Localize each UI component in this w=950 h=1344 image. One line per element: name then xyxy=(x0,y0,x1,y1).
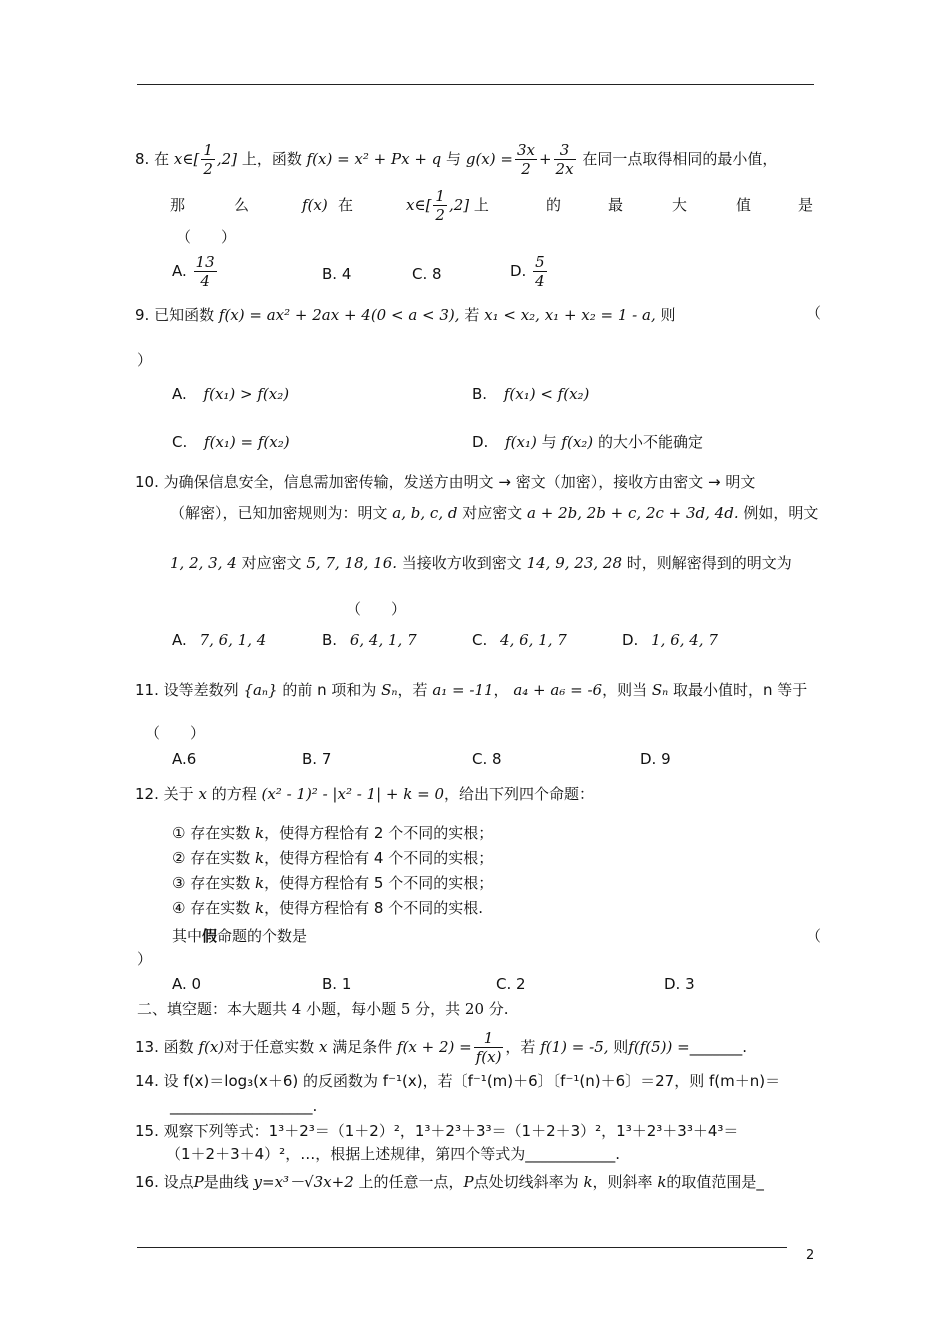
q8-option-b[interactable]: B. 4 xyxy=(322,265,352,283)
q16: 16. 设点P是曲线 y=x³－√3x+2 上的任意一点，P点处切线斜率为 k，则斜率 k的取值范围是_ xyxy=(135,1173,764,1191)
fraction: $\frac{3}{2x}$ xyxy=(555,141,574,178)
q8-paren: （ ） xyxy=(176,228,237,246)
q8-line1: 8. 在 x∈[ $\frac{1}{2}$ ,2] 上，函数 f(x) = x² + Px + q 与 g(x) = $\frac{3x}{2}$ + $\frac{3}{2x}$ 在同一点取得相同的最小值， xyxy=(135,141,778,178)
q9-stem: 9. 已知函数 f(x) = ax² + 2ax + 4(0 < a < 3), 若 x₁ < x₂, x₁ + x₂ = 1 - a, 则 xyxy=(135,306,676,324)
fraction: $\frac{1}{f(x)}$ xyxy=(475,1029,502,1066)
q11-paren: （ ） xyxy=(145,724,206,742)
q15-line2: （1＋2＋3＋4）²，…，根据上述规律，第四个等式为____________. xyxy=(166,1145,620,1163)
q12-paren-close: ） xyxy=(137,950,153,968)
fraction: $\frac{3x}{2}$ xyxy=(516,141,535,178)
q12-prop-3: ③ 存在实数 k，使得方程恰有 5 个不同的实根； xyxy=(172,874,494,892)
q8-option-a[interactable]: A. $\frac{13}{4}$ xyxy=(172,253,215,290)
footer-rule xyxy=(137,1247,787,1248)
q14-line1: 14. 设 f(x)＝log₃(x＋6) 的反函数为 f⁻¹(x)，若〔f⁻¹(m)＋6〕〔f⁻¹(n)＋6〕＝27，则 f(m＋n)＝ xyxy=(135,1072,781,1090)
q12-prop-4: ④ 存在实数 k，使得方程恰有 8 个不同的实根. xyxy=(172,899,483,917)
q14-answer-blank[interactable]: ___________________. xyxy=(170,1097,318,1115)
q12-option-b[interactable]: B. 1 xyxy=(322,975,352,993)
q12-option-d[interactable]: D. 3 xyxy=(664,975,695,993)
q9-option-d[interactable]: D. f(x₁) 与 f(x₂) 的大小不能确定 xyxy=(472,433,703,451)
q10-paren: （ ） xyxy=(346,600,407,618)
q11-option-a[interactable]: A.6 xyxy=(172,750,197,768)
q9-option-b[interactable]: B. f(x₁) < f(x₂) xyxy=(472,385,590,403)
q8-option-d[interactable]: D. $\frac{5}{4}$ xyxy=(510,253,545,290)
q12-option-c[interactable]: C. 2 xyxy=(496,975,526,993)
q8-option-c[interactable]: C. 8 xyxy=(412,265,442,283)
q9-option-a[interactable]: A. f(x₁) > f(x₂) xyxy=(172,385,290,403)
q11-option-b[interactable]: B. 7 xyxy=(302,750,332,768)
q9-option-c[interactable]: C. f(x₁) = f(x₂) xyxy=(172,433,290,451)
q10-line3: 1, 2, 3, 4 对应密文 5, 7, 18, 16. 当接收方收到密文 14, 9, 23, 28 时，则解密得到的明文为 xyxy=(170,554,792,572)
q12-stem: 12. 关于 x 的方程 (x² - 1)² - |x² - 1| + k = 0，给出下列四个命题： xyxy=(135,785,595,803)
header-rule xyxy=(137,84,814,85)
q12-option-a[interactable]: A. 0 xyxy=(172,975,202,993)
q10-line1: 10. 为确保信息安全，信息需加密传输，发送方由明文 → 密文（加密），接收方由密文 → 明文 xyxy=(135,473,756,491)
q10-option-d[interactable]: D. 1, 6, 4, 7 xyxy=(622,631,718,649)
q12-ask: 其中假命题的个数是 xyxy=(172,927,308,945)
q10-option-c[interactable]: C. 4, 6, 1, 7 xyxy=(472,631,567,649)
fraction: $\frac{13}{4}$ xyxy=(195,253,215,290)
q13-answer-blank[interactable]: _______. xyxy=(689,1038,747,1056)
q15-line1: 15. 观察下列等式：1³＋2³＝（1＋2）²，1³＋2³＋3³＝（1＋2＋3）²，1³＋2³＋3³＋4³＝ xyxy=(135,1122,739,1140)
section-heading: 二、填空题：本大题共 4 小题，每小题 5 分，共 20 分. xyxy=(137,1000,509,1018)
q12-prop-1: ① 存在实数 k，使得方程恰有 2 个不同的实根； xyxy=(172,824,494,842)
fraction: $\frac{1}{2}$ xyxy=(203,141,213,178)
q15-answer-blank[interactable]: ____________. xyxy=(525,1145,620,1163)
q8-line2: 那 么 f(x) 在 x∈[ $\frac{1}{2}$ ,2] 上 的 最 大 值 是 xyxy=(170,187,814,224)
q11-option-d[interactable]: D. 9 xyxy=(640,750,671,768)
q11-option-c[interactable]: C. 8 xyxy=(472,750,502,768)
q10-option-b[interactable]: B. 6, 4, 1, 7 xyxy=(322,631,417,649)
q10-option-a[interactable]: A. 7, 6, 1, 4 xyxy=(172,631,267,649)
q9-paren-open: （ xyxy=(806,304,822,322)
q12-paren-open: （ xyxy=(806,927,822,945)
q13: 13. 函数 f(x)对于任意实数 x 满足条件 f(x + 2) = $\frac{1}{f(x)}$ ，若 f(1) = -5, 则f(f(5)) =_______. xyxy=(135,1029,747,1066)
fraction: $\frac{1}{2}$ xyxy=(435,187,445,224)
q9-paren-close: ） xyxy=(137,351,153,369)
q12-prop-2: ② 存在实数 k，使得方程恰有 4 个不同的实根； xyxy=(172,849,494,867)
q10-line2: （解密），已知加密规则为：明文 a, b, c, d 对应密文 a + 2b, 2b + c, 2c + 3d, 4d. 例如，明文 xyxy=(170,504,819,522)
fraction: $\frac{5}{4}$ xyxy=(535,253,545,290)
q11-stem: 11. 设等差数列 {aₙ} 的前 n 项和为 Sₙ，若 a₁ = -11， a₄ + a₆ = -6，则当 Sₙ 取最小值时，n 等于 xyxy=(135,681,808,699)
page-number: 2 xyxy=(806,1248,815,1263)
